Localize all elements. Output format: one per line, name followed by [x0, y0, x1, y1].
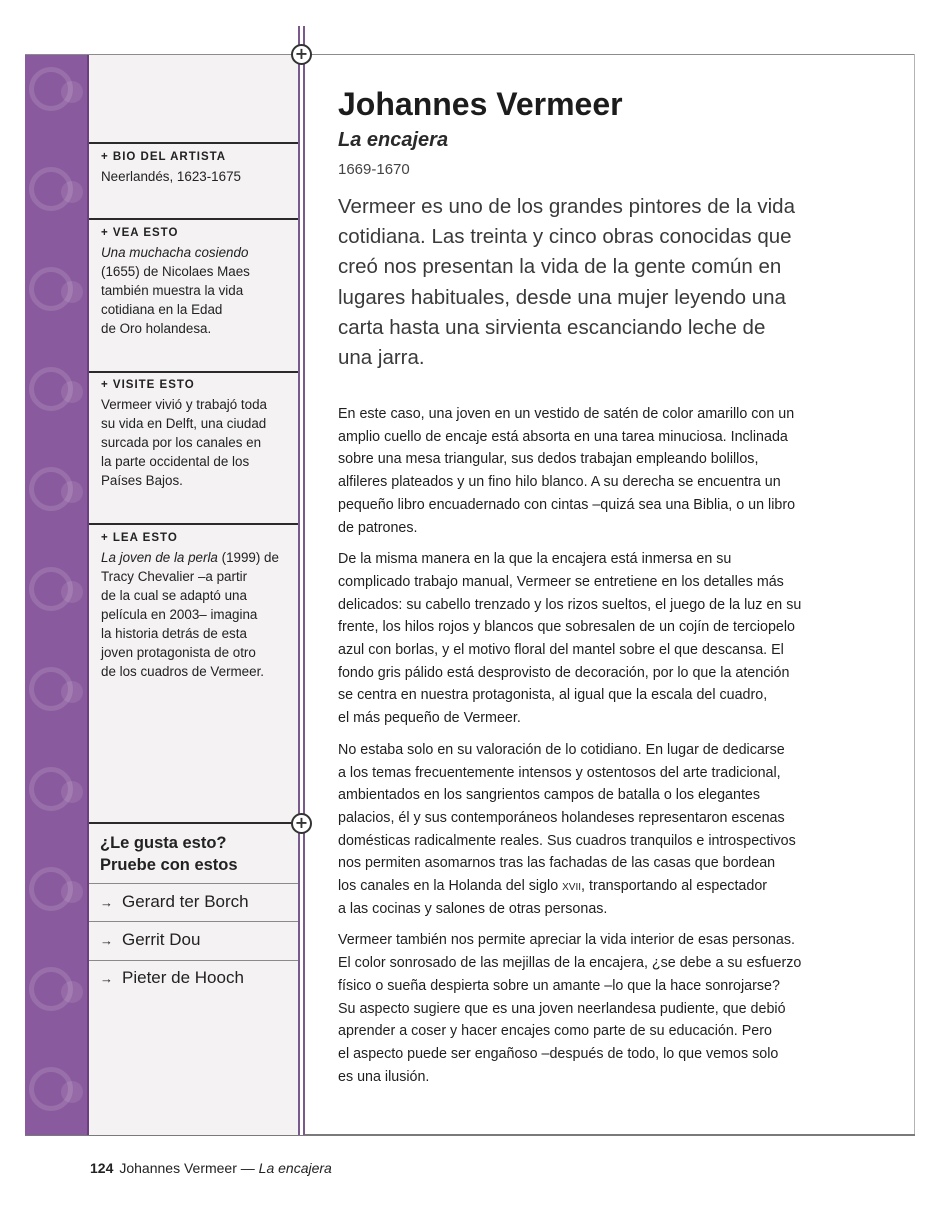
arrow-right-icon: →	[100, 971, 113, 986]
visit-this	[101, 377, 291, 490]
read-text-line: película en 2003– imagina	[101, 607, 258, 622]
lead-paragraph	[338, 192, 838, 373]
work-title: La encajera	[338, 129, 449, 151]
text-line: En este caso, una joven en un vestido de satén de color amarillo con un	[338, 406, 795, 422]
watermark-icon	[61, 281, 83, 303]
page-number: 124	[90, 1160, 114, 1176]
read-this	[101, 530, 291, 681]
right-rule	[914, 54, 915, 1135]
paragraph-2	[338, 548, 853, 730]
text-line: nos permiten asomarnos tras las fachadas de las casas que bordean	[338, 855, 776, 872]
text-line: Vermeer también nos permite apreciar la vida interior de esas personas.	[338, 932, 795, 949]
visit-text-line: la parte occidental de los	[101, 454, 250, 469]
work-date: 1669-1670	[338, 161, 410, 178]
visit-text-line: surcada por los canales en	[101, 435, 262, 450]
try-title-line: ¿Le gusta esto?	[100, 834, 227, 852]
sidebar-divider	[89, 218, 298, 220]
read-text-line: joven protagonista de otro	[101, 645, 256, 660]
text-line: alfileres plateados y un fino hilo blanco. A su derecha se encuentra un	[338, 474, 781, 491]
artist-title: Johannes Vermeer	[338, 86, 623, 122]
text-fragment: , transportando al espectador	[581, 878, 768, 895]
watermark-icon	[61, 581, 83, 603]
body-text	[338, 403, 853, 1097]
see-text-line: cotidiana en la Edad	[101, 302, 223, 317]
text-line	[338, 875, 853, 898]
try-item-label: Pieter de Hooch	[122, 968, 244, 987]
bio-text: Neerlandés, 1623-1675	[101, 169, 241, 184]
text-line: el más pequeño de Vermeer.	[338, 710, 521, 727]
sidebar-divider	[89, 371, 298, 373]
plus-icon: +	[291, 813, 312, 834]
text-line: palacios, él y sus contemporáneos holandeses representaron escenas	[338, 809, 785, 826]
watermark-icon	[61, 881, 83, 903]
sidebar-divider	[89, 883, 298, 884]
text-line: el aspecto puede ser engañoso –después de todo, lo que vemos solo	[338, 1045, 779, 1062]
watermark-icon	[61, 981, 83, 1003]
see-work-title: Una muchacha cosiendo	[101, 245, 249, 260]
try-item-label: Gerard ter Borch	[122, 892, 249, 911]
text-line: es una ilusión.	[338, 1068, 430, 1085]
watermark-icon	[61, 781, 83, 803]
text-line: físico o sueña despierta sobre un amante –lo que la hace sonrojarse?	[338, 977, 780, 994]
read-text-line	[101, 548, 291, 567]
see-this	[101, 225, 291, 338]
lead-line: creó nos presentan la vida de la gente común en	[338, 255, 782, 279]
century-numeral: xvii	[562, 878, 582, 895]
text-line: frente, los hilos rojos y blancos que sobresalen de un cojín de terciopelo	[338, 619, 795, 636]
footer-work: La encajera	[258, 1160, 332, 1176]
visit-text-line: Vermeer vivió y trabajó toda	[101, 397, 267, 412]
try-item-gerrit-dou[interactable]	[100, 930, 295, 950]
artist-bio	[101, 149, 291, 186]
lead-line: lugares habituales, desde una mujer leyendo una	[338, 285, 786, 309]
arrow-right-icon: →	[100, 933, 113, 948]
text-line: aprender a coser y hacer encajes como parte de su educación. Pero	[338, 1023, 772, 1040]
footer-dash: —	[236, 1160, 259, 1176]
see-text-line: también muestra la vida	[101, 283, 244, 298]
footer-artist: Johannes Vermeer	[119, 1160, 237, 1176]
paragraph-1	[338, 403, 853, 539]
text-line: complicado trabajo manual, Vermeer se entretiene en los detalles más	[338, 573, 784, 590]
see-text-line: (1655) de Nicolaes Maes	[101, 264, 250, 279]
try-title-line: Pruebe con estos	[100, 856, 238, 874]
text-line: De la misma manera en la que la encajera está inmersa en su	[338, 551, 732, 568]
read-text-line: Tracy Chevalier –a partir	[101, 569, 248, 584]
read-heading: + LEA ESTO	[101, 532, 178, 544]
try-item-gerard-ter-borch[interactable]	[100, 892, 295, 912]
text-line: a los temas frecuentemente intensos y ostentosos del arte tradicional,	[338, 764, 781, 781]
text-line: El color sonrosado de las mejillas de la encajera, ¿se debe a su esfuerzo	[338, 955, 802, 972]
read-text-line: de los cuadros de Vermeer.	[101, 664, 265, 679]
text-line: domésticas radicalmente reales. Sus cuadros tranquilos e introspectivos	[338, 832, 796, 849]
paragraph-3	[338, 739, 853, 921]
lead-line: carta hasta una sirvienta escanciando leche de	[338, 315, 766, 339]
try-these-title	[100, 832, 295, 876]
text-line: se centra en nuestra protagonista, al igual que la escala del cuadro,	[338, 687, 768, 704]
text-line: sobre una mesa triangular, sus dedos trabajan empleando bolillos,	[338, 451, 759, 468]
watermark-icon	[61, 1081, 83, 1103]
text-line: Su aspecto sugiere que es una joven neerlandesa pudiente, que debió	[338, 1000, 786, 1017]
purple-strip	[25, 55, 89, 1135]
watermark-icon	[61, 81, 83, 103]
bio-heading: + BIO DEL ARTISTA	[101, 151, 227, 163]
arrow-right-icon: →	[100, 895, 113, 910]
text-line: delicados: su cabello trenzado y los rizos sueltos, el juego de la luz en su	[338, 596, 802, 613]
visit-heading: + VISITE ESTO	[101, 379, 195, 391]
try-item-label: Gerrit Dou	[122, 930, 201, 949]
sidebar-divider	[89, 960, 298, 961]
visit-text-line: su vida en Delft, una ciudad	[101, 416, 267, 431]
text-line: amplio cuello de encaje está absorta en una tarea minuciosa. Inclinada	[338, 428, 788, 445]
watermark-icon	[61, 481, 83, 503]
text-line: ambientados en los sangrientos campos de batalla o los elegantes	[338, 787, 761, 804]
visit-text-line: Países Bajos.	[101, 473, 183, 488]
paragraph-4	[338, 929, 853, 1088]
see-text-line: de Oro holandesa.	[101, 321, 212, 336]
see-heading: + VEA ESTO	[101, 227, 179, 239]
lead-line: Vermeer es uno de los grandes pintores de la vida	[338, 195, 795, 218]
try-item-pieter-de-hooch[interactable]	[100, 968, 295, 988]
text-line: pequeño libro encuadernado con cintas –quizá sea una Biblia, o un libro	[338, 496, 796, 513]
lead-line: cotidiana. Las treinta y cinco obras conocidas que	[338, 225, 792, 249]
read-book-year: (1999) de	[217, 550, 279, 565]
sidebar-divider	[89, 142, 298, 144]
read-book-title: La joven de la perla	[101, 550, 218, 565]
plus-icon: +	[291, 44, 312, 65]
watermark-icon	[61, 381, 83, 403]
sidebar-divider	[89, 523, 298, 525]
text-line: de patrones.	[338, 519, 418, 536]
lead-line: una jarra.	[338, 346, 425, 370]
read-text-line: la historia detrás de esta	[101, 626, 247, 641]
text-line: No estaba solo en su valoración de lo cotidiano. En lugar de dedicarse	[338, 741, 785, 758]
text-line: a las cocinas y salones de otras personas.	[338, 900, 608, 917]
sidebar-divider	[89, 822, 298, 824]
text-line: azul con borlas, y el motivo floral del mantel sobre el que descansa. El	[338, 642, 784, 659]
page-footer	[90, 1158, 332, 1178]
watermark-icon	[61, 681, 83, 703]
sidebar-divider	[89, 921, 298, 922]
watermark-icon	[61, 181, 83, 203]
text-fragment: los canales en la Holanda del siglo	[338, 878, 563, 895]
column-separator	[298, 26, 305, 1135]
read-text-line: de la cual se adaptó una	[101, 588, 247, 603]
text-line: fondo gris pálido está desprovisto de decoración, por lo que la atención	[338, 664, 790, 681]
